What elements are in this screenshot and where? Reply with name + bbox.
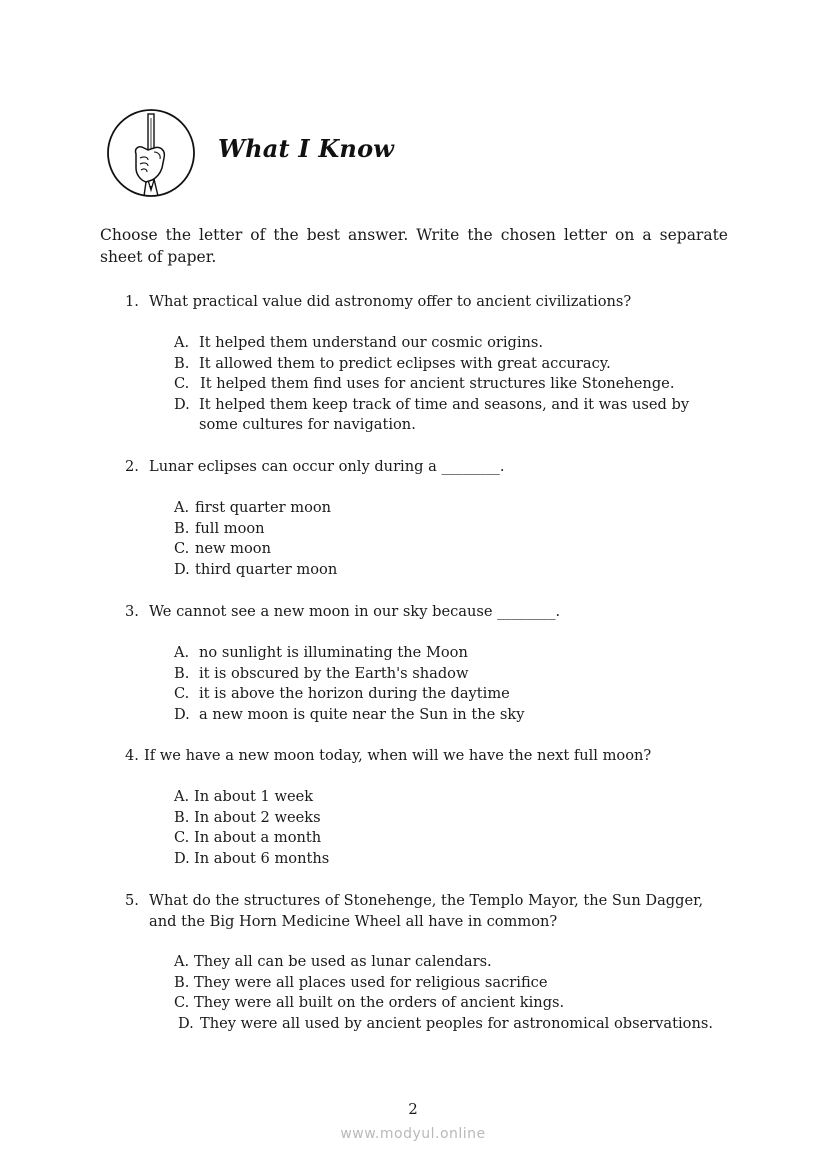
question-5-options [174, 952, 734, 1034]
option-d[interactable]: D. It helped them keep track of time and seasons, and it was used by some cultures for navigation. [174, 395, 690, 434]
question-number: 5. [125, 892, 139, 909]
question-number: 1. [125, 293, 139, 310]
option-c[interactable]: C. They were all built on the orders of ancient kings. [174, 994, 565, 1012]
question-number: 4. [125, 747, 139, 764]
question-1 [125, 291, 685, 312]
option-a[interactable]: A. no sunlight is illuminating the Moon [174, 644, 468, 661]
hand-pencil-icon [106, 108, 196, 198]
question-4-options [174, 787, 694, 869]
question-4 [125, 745, 685, 766]
question-stem: We cannot see a new moon in our sky because ________. [149, 603, 561, 620]
question-number: 2. [125, 458, 139, 475]
option-c[interactable]: C. it is above the horizon during the daytime [174, 685, 510, 703]
question-3-options [174, 643, 694, 725]
question-number: 3. [125, 603, 139, 620]
option-a[interactable]: A. They all can be used as lunar calendars. [174, 953, 492, 970]
option-b[interactable]: B. It allowed them to predict eclipses with great accuracy. [174, 354, 611, 372]
question-3 [125, 601, 685, 622]
option-b[interactable]: B. They were all places used for religious sacrifice [174, 973, 548, 991]
option-d[interactable]: D. third quarter moon [174, 560, 338, 578]
option-d[interactable]: D. a new moon is quite near the Sun in the sky [174, 705, 525, 723]
page-number: 2 [408, 1100, 418, 1118]
watermark: www.modyul.online [340, 1126, 486, 1142]
question-stem: What practical value did astronomy offer to ancient civilizations? [149, 293, 632, 310]
option-b[interactable]: B. full moon [174, 519, 265, 537]
instructions: Choose the letter of the best answer. Write the chosen letter on a separate sheet of paper. [100, 226, 728, 266]
section-title: What I Know [218, 134, 395, 163]
question-stem: Lunar eclipses can occur only during a ________. [149, 458, 505, 475]
question-5 [125, 890, 710, 932]
option-c[interactable]: C. It helped them find uses for ancient structures like Stonehenge. [174, 375, 675, 393]
option-a[interactable]: A. It helped them understand our cosmic origins. [174, 334, 544, 351]
option-a[interactable]: A. In about 1 week [174, 788, 314, 805]
question-stem: If we have a new moon today, when will we have the next full moon? [144, 747, 652, 764]
question-stem: What do the structures of Stonehenge, the Templo Mayor, the Sun Dagger, and the Big Horn Medicine Wheel all have in common? [149, 892, 704, 930]
question-1-options [174, 333, 704, 436]
option-d[interactable]: D. In about 6 months [174, 849, 330, 867]
option-d[interactable]: D. They were all used by ancient peoples for astronomical observations. [178, 1014, 713, 1032]
question-2 [125, 456, 685, 477]
option-b[interactable]: B. In about 2 weeks [174, 808, 321, 826]
question-2-options [174, 498, 694, 580]
option-b[interactable]: B. it is obscured by the Earth's shadow [174, 664, 469, 682]
option-c[interactable]: C. In about a month [174, 829, 322, 847]
option-c[interactable]: C. new moon [174, 540, 271, 558]
option-a[interactable]: A. first quarter moon [174, 499, 332, 516]
